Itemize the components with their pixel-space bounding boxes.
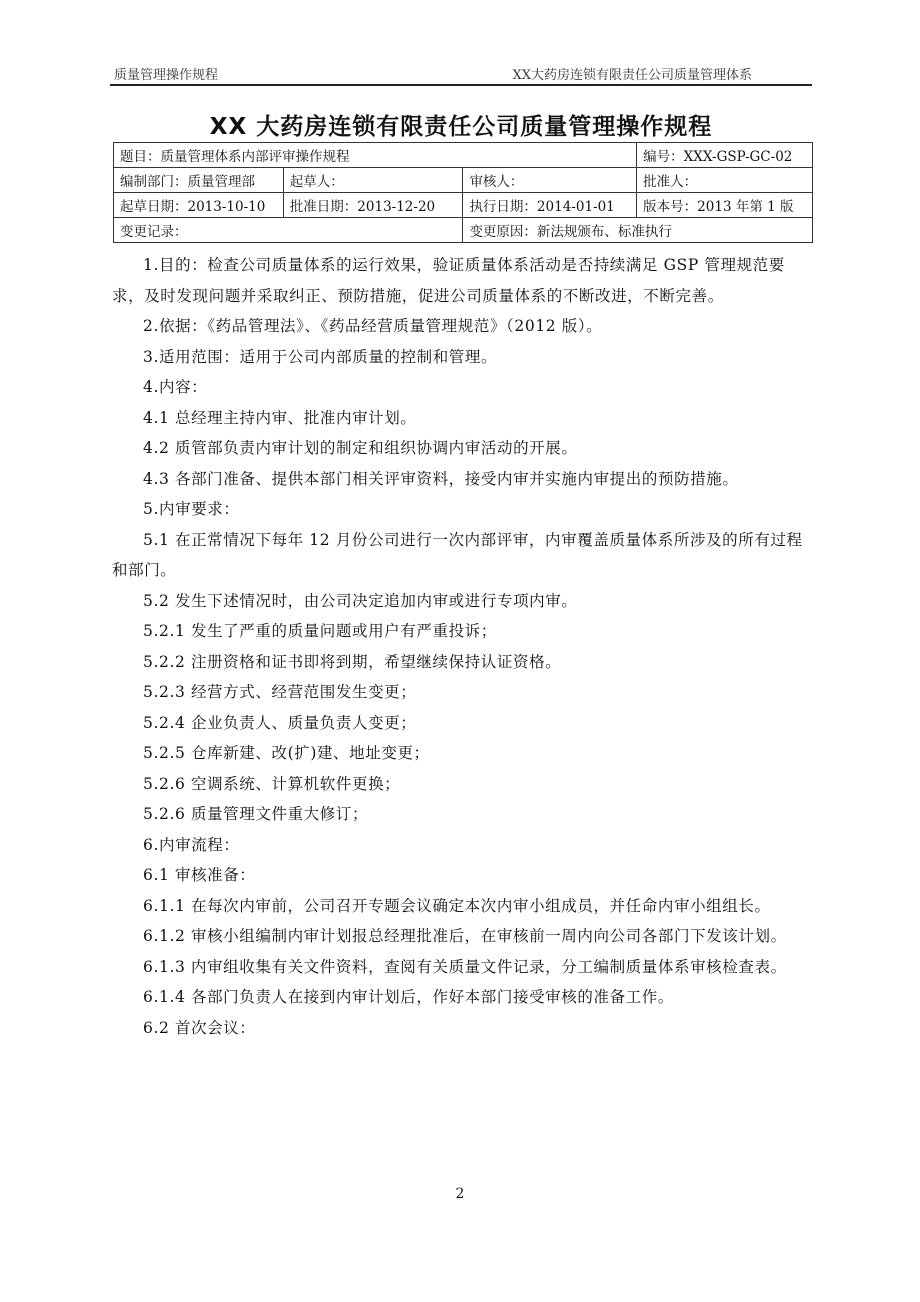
meta-code: 编号：XXX-GSP-GC-02 [637, 143, 813, 168]
body-paragraph: 5.2.6 质量管理文件重大修订； [143, 805, 369, 823]
body-paragraph: 3.适用范围：适用于公司内部质量的控制和管理。 [143, 347, 498, 366]
document-body [112, 250, 812, 1043]
meta-drafter: 起草人： [283, 168, 463, 193]
body-paragraph: 5.2.1 发生了严重的质量问题或用户有严重投诉； [143, 622, 497, 640]
body-paragraph: 1.目的：检查公司质量体系的运行效果，验证质量体系活动是否持续满足 GSP 管理规范要求，及时发现问题并采取纠正、预防措施，促进公司质量体系的不断改进，不断完善。 [112, 256, 785, 305]
body-paragraph: 6.1.4 各部门负责人在接到内审计划后，作好本部门接受审核的准备工作。 [143, 988, 674, 1006]
body-paragraph: 5.2.2 注册资格和证书即将到期，希望继续保持认证资格。 [143, 652, 562, 671]
meta-version: 版本号：2013 年第 1 版 [637, 193, 813, 218]
body-paragraph: 5.2.5 仓库新建、改(扩)建、地址变更； [143, 744, 430, 762]
body-paragraph: 4.内容： [143, 378, 208, 396]
page-number: 2 [455, 1186, 465, 1202]
body-paragraph: 4.3 各部门准备、提供本部门相关评审资料，接受内审并实施内审提出的预防措施。 [143, 469, 739, 488]
meta-change-record: 变更记录： [114, 218, 463, 243]
page-header [110, 62, 812, 86]
body-paragraph: 2.依据：《药品管理法》、《药品经营质量管理规范》（2012 版）。 [143, 317, 603, 335]
body-paragraph: 5.内审要求： [143, 500, 240, 518]
document-title: XX 大药房连锁有限责任公司质量管理操作规程 [209, 114, 713, 140]
meta-exec-date: 执行日期：2014-01-01 [463, 193, 637, 218]
body-paragraph: 4.2 质管部负责内审计划的制定和组织协调内审活动的开展。 [143, 439, 578, 457]
header-left: 质量管理操作规程 [114, 68, 219, 83]
document-meta-table [113, 142, 813, 243]
body-paragraph: 5.1 在正常情况下每年 12 月份公司进行一次内部评审，内审覆盖质量体系所涉及的所有过程和部门。 [112, 530, 803, 579]
body-paragraph: 5.2 发生下述情况时，由公司决定追加内审或进行专项内审。 [143, 591, 578, 610]
meta-reviewer: 审核人： [463, 168, 637, 193]
body-paragraph: 6.内审流程： [143, 835, 240, 854]
meta-draft-date: 起草日期：2013-10-10 [114, 193, 284, 218]
body-paragraph: 6.1 审核准备： [143, 866, 256, 884]
body-paragraph: 6.2 首次会议： [143, 1018, 256, 1037]
body-paragraph: 5.2.6 空调系统、计算机软件更换； [143, 774, 401, 793]
meta-subject: 题目：质量管理体系内部评审操作规程 [114, 143, 637, 168]
header-right: XX大药房连锁有限责任公司质量管理体系 [512, 68, 752, 83]
body-paragraph: 6.1.2 审核小组编制内审计划报总经理批准后，在审核前一周内向公司各部门下发该计划。 [143, 927, 787, 945]
meta-dept: 编制部门：质量管理部 [114, 168, 284, 193]
meta-approve-date: 批准日期：2013-12-20 [283, 193, 463, 218]
body-paragraph: 6.1.3 内审组收集有关文件资料，查阅有关质量文件记录，分工编制质量体系审核检查表。 [143, 957, 787, 976]
body-paragraph: 6.1.1 在每次内审前，公司召开专题会议确定本次内审小组成员，并任命内审小组组长。 [143, 896, 771, 915]
body-paragraph: 5.2.3 经营方式、经营范围发生变更； [143, 683, 417, 701]
meta-change-reason: 变更原因：新法规颁布、标准执行 [463, 218, 813, 243]
meta-approver: 批准人： [637, 168, 813, 193]
body-paragraph: 5.2.4 企业负责人、质量负责人变更； [143, 713, 417, 732]
body-paragraph: 4.1 总经理主持内审、批准内审计划。 [143, 408, 417, 427]
